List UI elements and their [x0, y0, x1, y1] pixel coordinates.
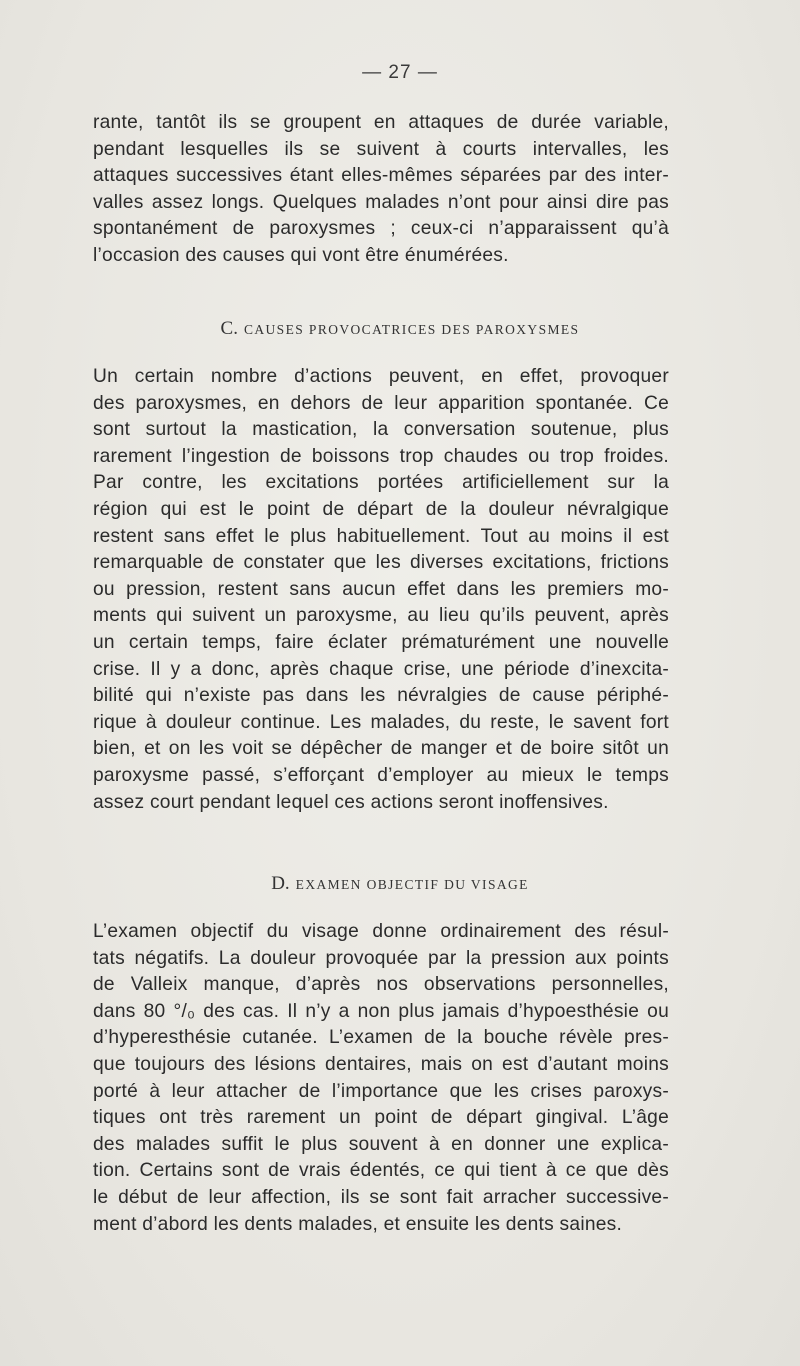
text-line: pendant lesquelles ils se suivent à courts intervalles, les	[93, 138, 669, 160]
text-line: assez court pendant lequel ces actions seront inoffensives.	[93, 791, 609, 813]
text-line: ou pression, restent sans aucun effet dans les premiers mo-	[93, 578, 669, 600]
text-line: région qui est le point de départ de la douleur névralgique	[93, 498, 669, 520]
text-line: rique à douleur continue. Les malades, du reste, le savent fort	[93, 711, 669, 733]
text-line: un certain temps, faire éclater prématurément une nouvelle	[93, 631, 669, 653]
text-line: dans 80 °/₀ des cas. Il n’y a non plus jamais d’hypoesthésie ou	[93, 1000, 669, 1022]
text-line: porté à leur attacher de l’importance que les crises paroxys-	[93, 1080, 669, 1102]
text-line: crise. Il y a donc, après chaque crise, une période d’inexcita-	[93, 658, 669, 680]
text-line: des paroxysmes, en dehors de leur apparition spontanée. Ce	[93, 392, 669, 414]
text-line: restent sans effet le plus habituellement. Tout au moins il est	[93, 525, 669, 547]
text-line: paroxysme passé, s’efforçant d’employer au mieux le temps	[93, 764, 669, 786]
section-letter: D.	[271, 873, 290, 894]
text-line: l’occasion des causes qui vont être énumérées.	[93, 244, 509, 266]
section-heading-c	[0, 318, 800, 340]
section-title: CAUSES PROVOCATRICES DES PAROXYSMES	[243, 322, 580, 337]
text-line: spontanément de paroxysmes ; ceux-ci n’apparaissent qu’à	[93, 218, 669, 240]
text-line: attaques successives étant elles-mêmes séparées par des inter-	[93, 165, 669, 187]
text-line: des malades suffit le plus souvent à en donner une explica-	[93, 1133, 669, 1155]
page-number: — 27 —	[362, 62, 438, 83]
paragraph-continuation	[93, 110, 669, 270]
section-heading-d	[0, 873, 800, 895]
text-line: rarement l’ingestion de boissons trop chaudes ou trop froides.	[93, 445, 669, 467]
text-line: le début de leur affection, ils se sont fait arracher successive-	[93, 1186, 669, 1208]
paragraph-causes	[93, 364, 669, 816]
text-line: que toujours des lésions dentaires, mais on est d’autant moins	[93, 1053, 669, 1075]
text-line: remarquable de constater que les diverses excitations, frictions	[93, 552, 669, 574]
text-line: d’hyperesthésie cutanée. L’examen de la bouche révèle pres-	[93, 1027, 669, 1049]
text-line: ments qui suivent un paroxysme, au lieu qu’ils peuvent, après	[93, 605, 669, 627]
text-line: Un certain nombre d’actions peuvent, en effet, provoquer	[93, 366, 669, 387]
text-line: de Valleix manque, d’après nos observations personnelles,	[93, 974, 669, 996]
text-line: ment d’abord les dents malades, et ensuite les dents saines.	[93, 1213, 623, 1235]
text-line: tats négatifs. La douleur provoquée par la pression aux points	[93, 947, 669, 969]
text-line: valles assez longs. Quelques malades n’ont pour ainsi dire pas	[93, 191, 669, 213]
section-letter: C.	[220, 318, 238, 339]
text-line: bilité qui n’existe pas dans les névralgies de cause périphé-	[93, 685, 669, 707]
text-line: tiques ont très rarement un point de départ gingival. L’âge	[93, 1107, 669, 1129]
text-line: sont surtout la mastication, la conversation soutenue, plus	[93, 419, 669, 441]
text-line: rante, tantôt ils se groupent en attaques de durée variable,	[93, 112, 669, 133]
paragraph-examen	[93, 919, 669, 1238]
section-title: EXAMEN OBJECTIF DU VISAGE	[295, 877, 529, 892]
text-line: L’examen objectif du visage donne ordinairement des résul-	[93, 921, 669, 942]
text-line: bien, et on les voit se dépêcher de manger et de boire sitôt un	[93, 738, 669, 760]
text-line: tion. Certains sont de vrais édentés, ce qui tient à ce que dès	[93, 1160, 669, 1182]
text-line: Par contre, les excitations portées artificiellement sur la	[93, 472, 669, 494]
